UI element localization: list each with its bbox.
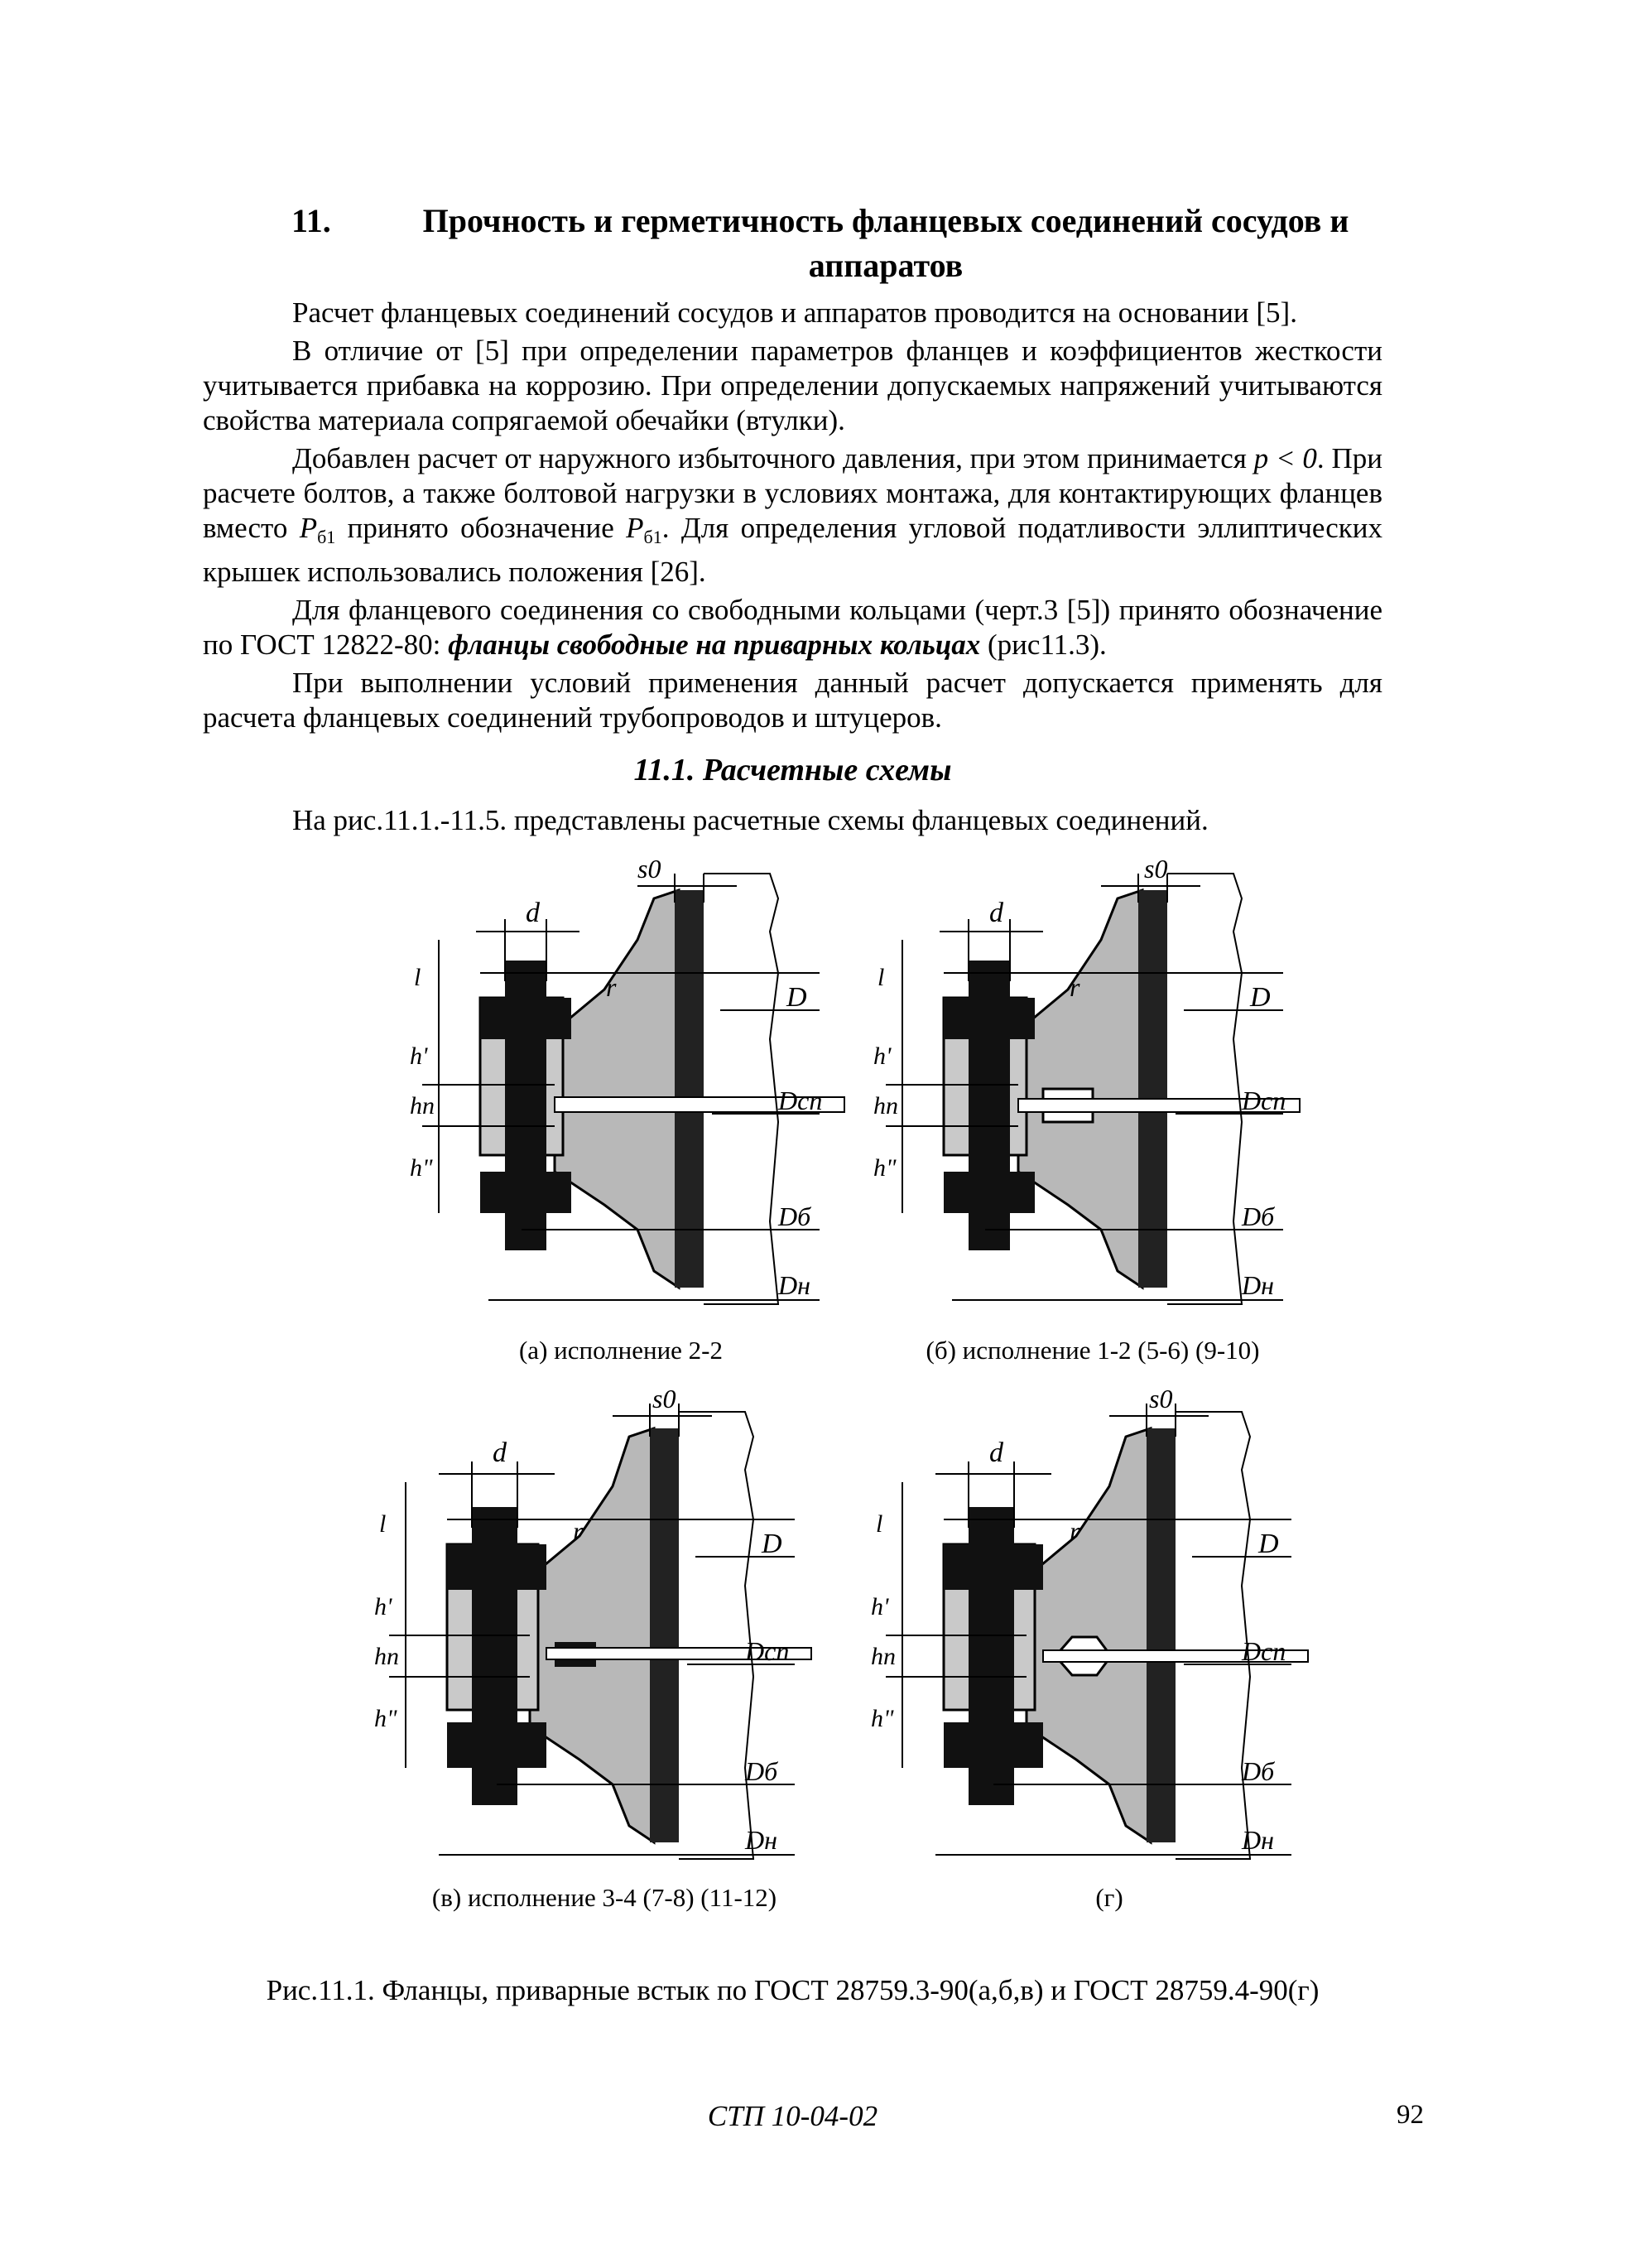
label-h2-g: h" <box>871 1705 894 1732</box>
label-Db-g: Dб <box>1242 1756 1275 1786</box>
symbol-p-b1-new <box>626 512 662 547</box>
subsection-intro: На рис.11.1.-11.5. представлены расчетные схемы фланцевых соединений. <box>292 804 1209 836</box>
flange-drawing-a <box>389 840 853 1329</box>
label-l-b: l <box>878 964 885 991</box>
label-r-a: r <box>606 972 617 1002</box>
label-l-a: l <box>414 964 421 991</box>
label-l-g: l <box>876 1510 883 1538</box>
label-s0-a: s0 <box>637 854 661 884</box>
caption-g: (г) <box>1095 1883 1123 1912</box>
paragraph-4-emphasis: фланцы свободные на приварных кольцах <box>448 628 981 661</box>
label-hp-b: hп <box>873 1092 898 1120</box>
paragraph-4 <box>203 593 1382 662</box>
label-h1-a: h' <box>410 1043 428 1070</box>
body-text <box>203 296 1382 739</box>
label-h2-a: h" <box>410 1154 433 1182</box>
symbol-p1-sub: б1 <box>317 527 336 547</box>
label-h2-v: h" <box>374 1705 397 1732</box>
symbol-p2-sub: б1 <box>643 527 662 547</box>
label-r-b: r <box>1070 972 1080 1002</box>
label-r-v: r <box>573 1516 584 1546</box>
symbol-p-b1-old <box>299 512 336 547</box>
figure-g <box>853 1379 1316 1876</box>
label-s0-v: s0 <box>652 1384 676 1413</box>
label-hp-a: hп <box>410 1092 435 1120</box>
flange-drawing-v <box>356 1379 820 1876</box>
label-D-v: D <box>762 1529 782 1559</box>
footer-document-code: СТП 10-04-02 <box>707 2100 878 2132</box>
figure-b <box>844 840 1308 1329</box>
label-hp-g: hп <box>871 1643 896 1670</box>
label-d-v: d <box>493 1437 507 1468</box>
label-l-v: l <box>379 1510 387 1538</box>
label-Dn-v: Dн <box>745 1825 777 1855</box>
formula-p-less-zero: p < 0 <box>1253 442 1317 474</box>
label-Dsp-a: Dсп <box>778 1086 823 1115</box>
flange-drawing-b <box>844 840 1308 1329</box>
label-Db-b: Dб <box>1242 1201 1275 1231</box>
label-s0-g: s0 <box>1149 1384 1173 1413</box>
label-s0-b: s0 <box>1144 854 1168 884</box>
paragraph-4-part-b: (рис11.3). <box>988 628 1107 661</box>
caption-v: (в) исполнение 3-4 (7-8) (11-12) <box>431 1883 777 1912</box>
symbol-p2: P <box>626 512 644 544</box>
label-h2-b: h" <box>873 1154 897 1182</box>
caption-a: (а) исполнение 2-2 <box>518 1336 724 1365</box>
label-Db-a: Dб <box>778 1201 811 1231</box>
subsection-title: 11.1. Расчетные схемы <box>633 753 952 787</box>
flange-drawing-g <box>853 1379 1316 1876</box>
paragraph-3-part-c: принято обозначение <box>347 512 614 544</box>
section-number: 11. <box>291 202 331 239</box>
figure-a <box>389 840 853 1329</box>
page-number: 92 <box>1397 2100 1424 2130</box>
section-heading <box>290 199 1391 288</box>
label-Dn-g: Dн <box>1242 1825 1274 1855</box>
label-D-g: D <box>1258 1529 1279 1559</box>
label-h1-b: h' <box>873 1043 892 1070</box>
figure-caption: Рис.11.1. Фланцы, приварные встык по ГОСТ 28759.3-90(а,б,в) и ГОСТ 28759.4-90(г) <box>266 1974 1320 2006</box>
label-Dn-b: Dн <box>1242 1270 1274 1300</box>
paragraph-2: В отличие от [5] при определении параметров фланцев и коэффициентов жесткости учитывается прибавка на коррозию. При определении допускаемых напряжений учитываются свойства материала сопрягаемой обечайки (втулки). <box>203 335 1382 436</box>
figure-v <box>356 1379 820 1876</box>
paragraph-5: При выполнении условий применения данный расчет допускается применять для расчета фланцевых соединений трубопроводов и штуцеров. <box>203 667 1382 734</box>
label-Dsp-g: Dсп <box>1242 1636 1286 1666</box>
section-title: Прочность и герметичность фланцевых соединений сосудов и аппаратов <box>422 202 1349 284</box>
label-d-g: d <box>989 1437 1003 1468</box>
paragraph-3-part-a: Добавлен расчет от наружного избыточного давления, при этом принимается <box>292 442 1247 474</box>
paragraph-3-part-d: . Для определения угловой податливости эллиптических крышек использовались положения [26]. <box>203 512 1383 588</box>
label-Db-v: Dб <box>745 1756 778 1786</box>
caption-b: (б) исполнение 1-2 (5-6) (9-10) <box>926 1336 1260 1365</box>
label-d-b: d <box>989 898 1003 928</box>
label-r-g: r <box>1070 1516 1080 1546</box>
label-h1-g: h' <box>871 1593 889 1620</box>
label-h1-v: h' <box>374 1593 392 1620</box>
label-Dsp-b: Dсп <box>1242 1086 1286 1115</box>
paragraph-4-part-a: Для фланцевого соединения со свободными кольцами (черт.3 [5]) принято обозначение по ГОСТ 12822-80: <box>203 594 1382 661</box>
symbol-p1: P <box>299 512 318 544</box>
label-hp-v: hп <box>374 1643 399 1670</box>
paragraph-3-part-b: . При расчете болтов, а также болтовой нагрузки в условиях монтажа, для контактирующих фланцев вместо <box>203 442 1382 544</box>
label-d-a: d <box>526 898 540 928</box>
label-D-a: D <box>786 982 807 1013</box>
label-D-b: D <box>1250 982 1271 1013</box>
label-Dsp-v: Dсп <box>745 1636 790 1666</box>
paragraph-1: Расчет фланцевых соединений сосудов и аппаратов проводится на основании [5]. <box>292 296 1297 329</box>
subsection-intro-block <box>203 803 1382 841</box>
paragraph-3 <box>203 441 1382 590</box>
label-Dn-a: Dн <box>778 1270 810 1300</box>
